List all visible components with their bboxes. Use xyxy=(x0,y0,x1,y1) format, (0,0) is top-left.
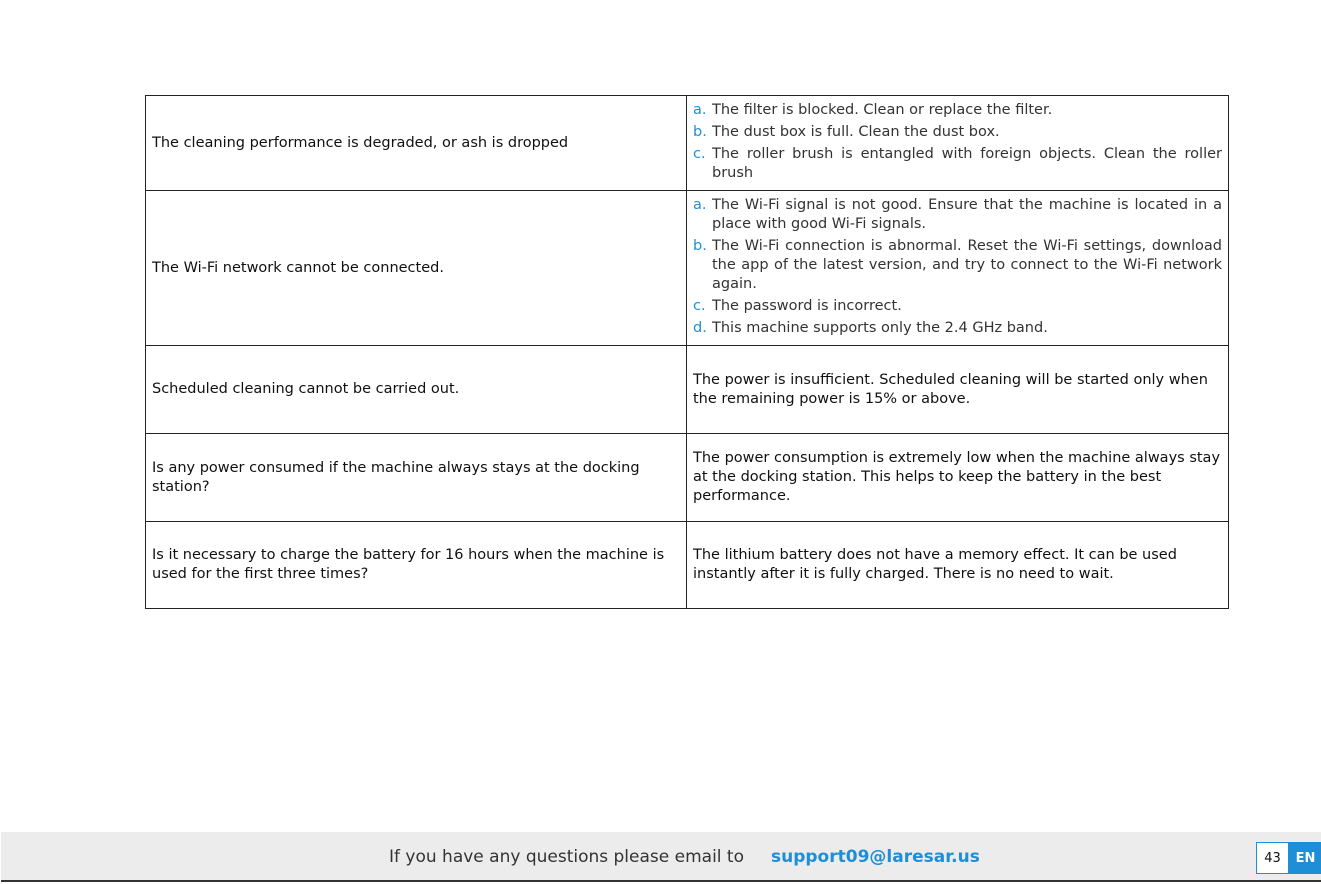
question-text: The Wi-Fi network cannot be connected. xyxy=(152,259,444,276)
answer-text: The lithium battery does not have a memory effect. It can be used instantly after it is fully charged. There is no need to wait. xyxy=(693,547,1177,582)
answer-cell xyxy=(687,522,1229,609)
question-cell xyxy=(146,522,687,609)
page-footer xyxy=(1,832,1321,882)
list-marker: c. xyxy=(693,146,706,162)
answer-text: The filter is blocked. Clean or replace the filter. xyxy=(712,102,1053,118)
list-item xyxy=(693,297,1222,316)
question-cell xyxy=(146,346,687,434)
list-marker: c. xyxy=(693,298,706,314)
list-marker: a. xyxy=(693,197,707,213)
answer-cell xyxy=(687,346,1229,434)
answer-text: The power is insufficient. Scheduled cleaning will be started only when the remaining power is 15% or above. xyxy=(693,371,1208,407)
answer-text: The Wi-Fi signal is not good. Ensure that the machine is located in a place with good Wi-Fi signals. xyxy=(712,197,1222,232)
answer-text: The roller brush is entangled with foreign objects. Clean the roller brush xyxy=(712,146,1222,181)
question-text: Is it necessary to charge the battery for 16 hours when the machine is used for the first three times? xyxy=(152,547,665,582)
answer-text: The password is incorrect. xyxy=(712,298,902,314)
list-item xyxy=(693,145,1222,183)
question-text: Scheduled cleaning cannot be carried out. xyxy=(152,381,460,397)
list-marker: a. xyxy=(693,102,707,118)
language-badge: EN xyxy=(1289,842,1321,874)
table-row xyxy=(146,434,1229,522)
table-row xyxy=(146,346,1229,434)
faq-table xyxy=(145,95,1229,609)
list-item xyxy=(693,319,1222,338)
answer-list xyxy=(693,196,1222,338)
page-indicator xyxy=(1256,842,1321,874)
question-cell xyxy=(146,191,687,346)
answer-text: The Wi-Fi connection is abnormal. Reset the Wi-Fi settings, download the app of the latest version, and try to connect to the Wi-Fi network again. xyxy=(712,238,1222,292)
list-item xyxy=(693,123,1222,142)
footer-text: If you have any questions please email to xyxy=(389,847,744,867)
answer-text: The dust box is full. Clean the dust box. xyxy=(712,124,1000,140)
table-row xyxy=(146,522,1229,609)
answer-text: This machine supports only the 2.4 GHz band. xyxy=(712,320,1048,336)
answer-list xyxy=(693,101,1222,183)
question-text: The cleaning performance is degraded, or ash is dropped xyxy=(152,134,569,151)
question-text: Is any power consumed if the machine always stays at the docking station? xyxy=(152,459,640,495)
question-cell xyxy=(146,434,687,522)
table-row xyxy=(146,96,1229,191)
support-email-link[interactable]: support09@laresar.us xyxy=(771,847,980,867)
list-item xyxy=(693,196,1222,234)
answer-cell xyxy=(687,191,1229,346)
list-item xyxy=(693,237,1222,294)
list-marker: b. xyxy=(693,238,707,254)
answer-cell xyxy=(687,434,1229,522)
page-number: 43 xyxy=(1256,842,1289,874)
list-marker: b. xyxy=(693,124,707,140)
answer-text: The power consumption is extremely low when the machine always stay at the docking station. This helps to keep the battery in the best performance. xyxy=(693,450,1221,504)
table-row xyxy=(146,191,1229,346)
question-cell xyxy=(146,96,687,191)
list-marker: d. xyxy=(693,320,707,336)
list-item xyxy=(693,101,1222,120)
answer-cell xyxy=(687,96,1229,191)
